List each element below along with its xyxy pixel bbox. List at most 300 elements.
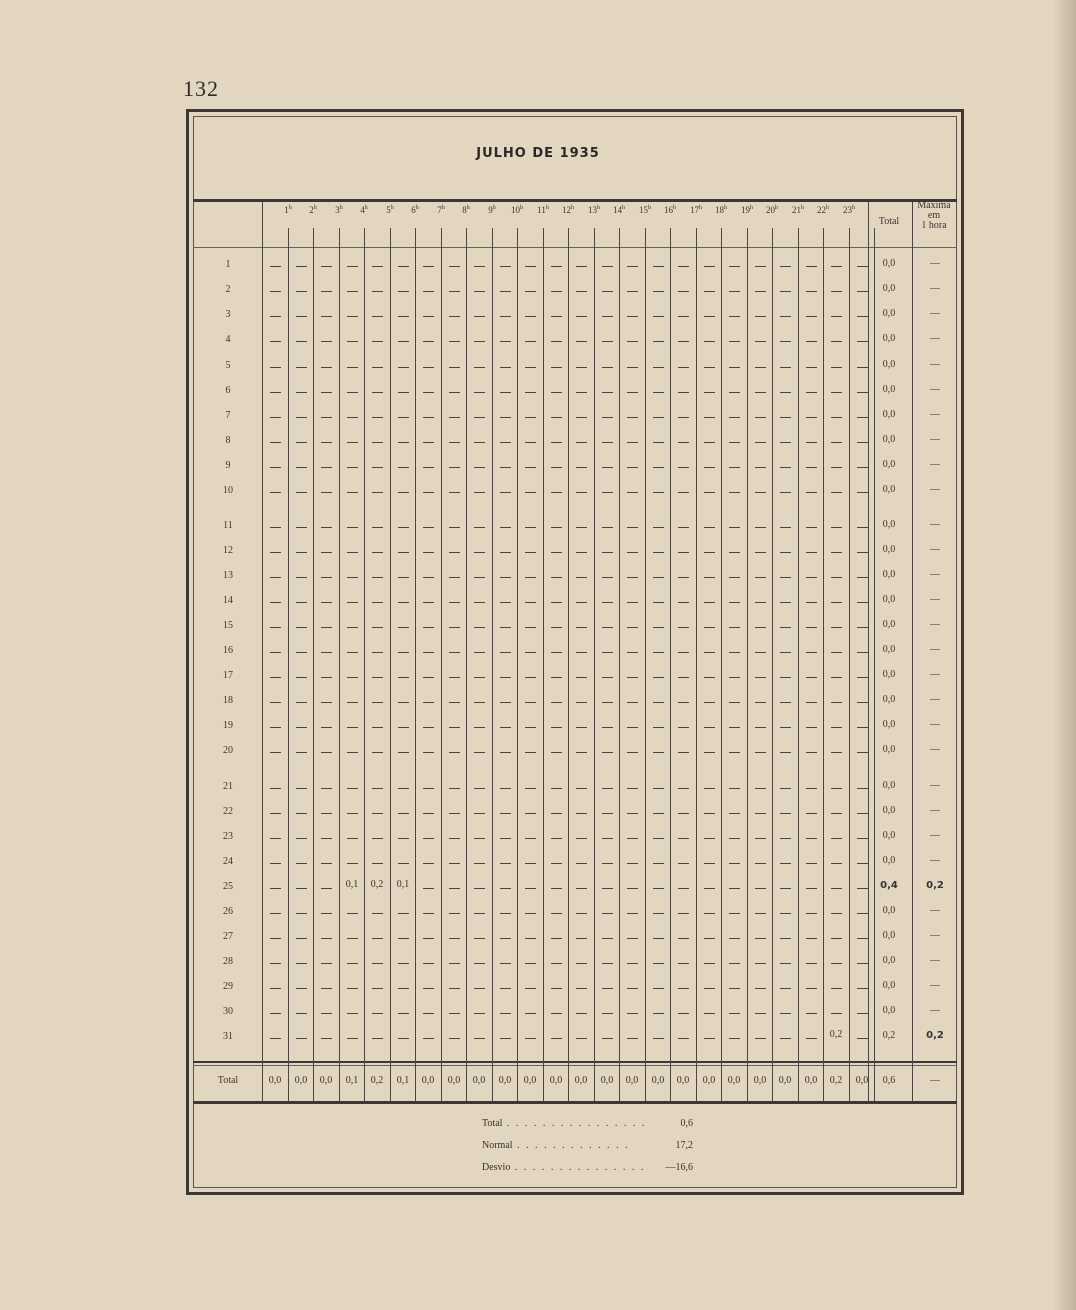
empty-dash [423,467,434,468]
empty-dash [857,938,868,939]
empty-dash [398,627,409,628]
empty-dash [678,888,689,889]
empty-dash [704,988,715,989]
empty-dash [576,988,587,989]
empty-dash [372,467,383,468]
empty-dash [857,367,868,368]
empty-dash [806,652,817,653]
empty-dash [806,291,817,292]
empty-dash [525,552,536,553]
empty-dash [474,677,485,678]
empty-dash [857,442,868,443]
empty-dash [576,888,587,889]
empty-dash [296,913,307,914]
empty-dash [372,291,383,292]
empty-dash [755,467,766,468]
hour-header-number: 12 [562,205,571,215]
empty-dash [653,752,664,753]
empty-dash [270,813,281,814]
day-label: 4 [225,334,231,345]
empty-dash [474,602,485,603]
empty-dash [678,727,689,728]
empty-dash [321,788,332,789]
empty-dash [296,963,307,964]
day-max: — [930,780,940,791]
empty-dash [423,727,434,728]
empty-dash [321,627,332,628]
empty-dash [653,492,664,493]
empty-dash [500,888,511,889]
empty-dash [551,442,562,443]
empty-dash [806,677,817,678]
day-max: — [930,855,940,866]
empty-dash [474,627,485,628]
hour-header [606,205,632,215]
empty-dash [270,467,281,468]
empty-dash [296,938,307,939]
empty-dash [653,702,664,703]
empty-dash [627,552,638,553]
empty-dash [347,838,358,839]
empty-dash [474,938,485,939]
summary-desvio [482,1162,693,1173]
total-row-value: 0,0 [498,1075,512,1086]
day-max: — [930,333,940,344]
empty-dash [831,467,842,468]
empty-dash [347,527,358,528]
empty-dash [398,963,409,964]
grid-line-hour [441,228,442,1101]
empty-dash [653,367,664,368]
empty-dash [857,392,868,393]
empty-dash [270,788,281,789]
empty-dash [704,652,715,653]
empty-dash [755,863,766,864]
empty-dash [423,1013,434,1014]
day-max: — [930,594,940,605]
empty-dash [653,577,664,578]
empty-dash [806,527,817,528]
empty-dash [449,788,460,789]
grid-line-hour [696,228,697,1101]
day-total: 0,0 [882,594,896,605]
total-row-value: 0,0 [753,1075,767,1086]
empty-dash [474,727,485,728]
hour-header-number: 11 [537,205,546,215]
empty-dash [270,838,281,839]
empty-dash [551,467,562,468]
empty-dash [474,988,485,989]
empty-dash [551,627,562,628]
empty-dash [780,552,791,553]
empty-dash [296,652,307,653]
day-total: 0,0 [882,1005,896,1016]
empty-dash [500,702,511,703]
day-total: 0,0 [882,744,896,755]
empty-dash [500,316,511,317]
day-label: 29 [223,981,233,992]
empty-dash [474,552,485,553]
total-row-value: 0,1 [345,1075,359,1086]
empty-dash [831,727,842,728]
empty-dash [678,752,689,753]
empty-dash [831,788,842,789]
empty-dash [704,963,715,964]
empty-dash [525,838,536,839]
hour-header-suffix: h [441,205,445,211]
empty-dash [678,341,689,342]
empty-dash [321,1038,332,1039]
empty-dash [500,1013,511,1014]
empty-dash [321,838,332,839]
empty-dash [296,417,307,418]
empty-dash [296,702,307,703]
empty-dash [321,417,332,418]
empty-dash [678,627,689,628]
empty-dash [704,677,715,678]
empty-dash [525,788,536,789]
summary-desvio-dots: . . . . . . . . . . . . . . . [510,1162,646,1173]
empty-dash [653,727,664,728]
empty-dash [704,752,715,753]
empty-dash [449,913,460,914]
empty-dash [372,652,383,653]
empty-dash [806,602,817,603]
empty-dash [780,341,791,342]
empty-dash [704,1038,715,1039]
empty-dash [525,627,536,628]
empty-dash [831,341,842,342]
empty-dash [831,863,842,864]
empty-dash [678,266,689,267]
empty-dash [576,492,587,493]
hour-header-suffix: h [597,205,600,211]
hour-header-number: 1 [284,205,289,215]
empty-dash [270,752,281,753]
hourly-value: 0,1 [345,879,359,890]
empty-dash [372,527,383,528]
empty-dash [576,963,587,964]
empty-dash [398,341,409,342]
empty-dash [755,341,766,342]
empty-dash [755,316,766,317]
empty-dash [321,888,332,889]
empty-dash [347,602,358,603]
empty-dash [474,1013,485,1014]
hour-header-suffix: h [545,205,549,211]
empty-dash [423,813,434,814]
empty-dash [653,602,664,603]
empty-dash [347,988,358,989]
empty-dash [780,988,791,989]
total-row-value: 0,0 [447,1075,461,1086]
day-max: 0,2 [926,880,944,891]
day-total: 0,0 [882,569,896,580]
hour-header [504,205,530,215]
total-row-value: 0,0 [421,1075,435,1086]
empty-dash [602,492,613,493]
hour-header-suffix: h [520,205,523,211]
empty-dash [500,442,511,443]
empty-dash [372,788,383,789]
empty-dash [755,788,766,789]
day-max: — [930,955,940,966]
empty-dash [576,417,587,418]
day-total: 0,0 [882,544,896,555]
empty-dash [755,963,766,964]
empty-dash [653,863,664,864]
empty-dash [602,527,613,528]
empty-dash [525,527,536,528]
empty-dash [449,552,460,553]
empty-dash [755,652,766,653]
empty-dash [423,577,434,578]
hour-header [581,205,607,215]
empty-dash [704,417,715,418]
empty-dash [857,341,868,342]
empty-dash [602,702,613,703]
empty-dash [500,577,511,578]
day-label: 15 [223,620,233,631]
empty-dash [551,417,562,418]
hour-header-number: 10 [511,205,520,215]
empty-dash [806,577,817,578]
empty-dash [372,913,383,914]
empty-dash [704,266,715,267]
empty-dash [627,467,638,468]
day-label: 12 [223,545,233,556]
empty-dash [500,367,511,368]
day-label: 28 [223,956,233,967]
summary-normal-label: Normal [482,1140,513,1151]
empty-dash [653,627,664,628]
empty-dash [602,813,613,814]
empty-dash [627,341,638,342]
empty-dash [423,677,434,678]
empty-dash [653,552,664,553]
empty-dash [678,367,689,368]
empty-dash [321,813,332,814]
empty-dash [678,788,689,789]
hour-header-suffix: h [313,205,317,211]
empty-dash [755,838,766,839]
empty-dash [270,677,281,678]
empty-dash [525,577,536,578]
empty-dash [449,677,460,678]
page-edge-shadow [1052,0,1076,1310]
empty-dash [474,291,485,292]
empty-dash [602,367,613,368]
empty-dash [704,627,715,628]
empty-dash [551,367,562,368]
empty-dash [755,527,766,528]
empty-dash [474,392,485,393]
empty-dash [857,838,868,839]
empty-dash [525,752,536,753]
empty-dash [729,527,740,528]
empty-dash [576,752,587,753]
empty-dash [372,266,383,267]
empty-dash [831,752,842,753]
empty-dash [602,1013,613,1014]
empty-dash [398,988,409,989]
empty-dash [398,527,409,528]
empty-dash [321,913,332,914]
empty-dash [321,652,332,653]
empty-dash [704,913,715,914]
empty-dash [602,552,613,553]
empty-dash [270,727,281,728]
hour-header [632,205,658,215]
empty-dash [423,788,434,789]
day-total: 0,0 [882,780,896,791]
empty-dash [449,392,460,393]
empty-dash [296,392,307,393]
empty-dash [806,888,817,889]
empty-dash [551,938,562,939]
empty-dash [449,627,460,628]
empty-dash [831,492,842,493]
empty-dash [296,1038,307,1039]
empty-dash [474,417,485,418]
empty-dash [474,652,485,653]
empty-dash [576,702,587,703]
empty-dash [704,788,715,789]
hour-header-number: 18 [715,205,724,215]
empty-dash [296,627,307,628]
empty-dash [423,442,434,443]
empty-dash [551,752,562,753]
empty-dash [525,316,536,317]
empty-dash [296,602,307,603]
empty-dash [831,938,842,939]
empty-dash [627,988,638,989]
day-label: 17 [223,670,233,681]
empty-dash [704,863,715,864]
empty-dash [704,888,715,889]
day-total: 0,0 [882,694,896,705]
empty-dash [780,913,791,914]
hour-header-number: 9 [488,205,493,215]
empty-dash [372,702,383,703]
grid-line-hour [466,228,467,1101]
empty-dash [653,291,664,292]
empty-dash [449,341,460,342]
day-label: 13 [223,570,233,581]
day-label: 6 [225,385,231,396]
empty-dash [806,417,817,418]
empty-dash [576,392,587,393]
empty-dash [270,417,281,418]
day-total: 0,0 [882,409,896,420]
summary-total-label: Total [482,1118,503,1129]
grid-line-label [262,202,263,1101]
hour-header-number: 21 [792,205,801,215]
hour-header-suffix: h [364,205,368,211]
empty-dash [653,266,664,267]
empty-dash [780,788,791,789]
grid-line-hour [415,228,416,1101]
hour-header-number: 22 [817,205,826,215]
empty-dash [398,392,409,393]
empty-dash [755,813,766,814]
empty-dash [372,988,383,989]
empty-dash [857,417,868,418]
empty-dash [729,888,740,889]
empty-dash [398,266,409,267]
table-frame-inner [193,116,957,1188]
empty-dash [602,938,613,939]
empty-dash [806,913,817,914]
day-max: — [930,308,940,319]
empty-dash [806,702,817,703]
empty-dash [449,813,460,814]
empty-dash [780,442,791,443]
total-row-value: 0,0 [727,1075,741,1086]
empty-dash [755,577,766,578]
empty-dash [857,652,868,653]
hour-header-number: 5 [386,205,391,215]
day-label: 11 [223,520,233,531]
empty-dash [551,602,562,603]
empty-dash [729,727,740,728]
empty-dash [576,627,587,628]
empty-dash [449,527,460,528]
empty-dash [704,492,715,493]
empty-dash [398,652,409,653]
empty-dash [347,788,358,789]
hour-header-number: 2 [309,205,314,215]
empty-dash [296,492,307,493]
empty-dash [296,788,307,789]
empty-dash [372,938,383,939]
empty-dash [423,988,434,989]
day-label: 19 [223,720,233,731]
empty-dash [576,652,587,653]
empty-dash [780,938,791,939]
empty-dash [449,963,460,964]
empty-dash [474,838,485,839]
empty-dash [831,913,842,914]
empty-dash [525,266,536,267]
empty-dash [729,442,740,443]
total-row-value: 0,2 [829,1075,843,1086]
grid-line-hour [823,228,824,1101]
day-max: 0,2 [926,1030,944,1041]
empty-dash [831,266,842,267]
empty-dash [755,291,766,292]
empty-dash [347,1013,358,1014]
empty-dash [423,492,434,493]
empty-dash [576,467,587,468]
empty-dash [653,963,664,964]
empty-dash [321,467,332,468]
empty-dash [449,316,460,317]
empty-dash [627,316,638,317]
empty-dash [806,963,817,964]
empty-dash [780,677,791,678]
empty-dash [831,888,842,889]
empty-dash [857,752,868,753]
empty-dash [729,863,740,864]
empty-dash [704,702,715,703]
empty-dash [372,677,383,678]
empty-dash [704,838,715,839]
empty-dash [500,291,511,292]
hourly-value: 0,2 [370,879,384,890]
empty-dash [857,266,868,267]
empty-dash [602,266,613,267]
